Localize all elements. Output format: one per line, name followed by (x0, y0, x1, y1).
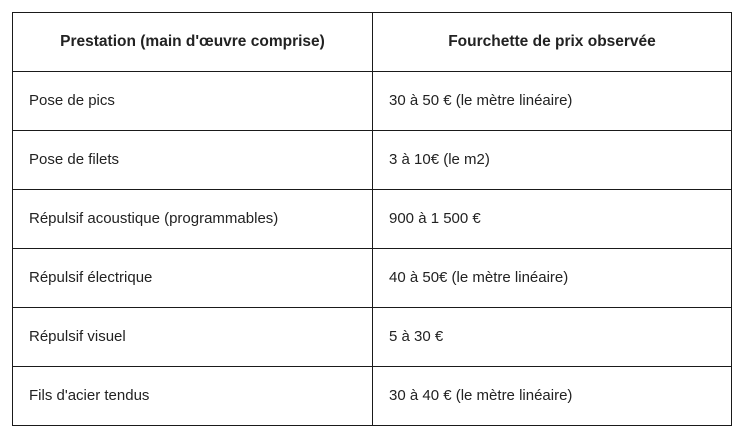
header-service: Prestation (main d'œuvre comprise) (13, 13, 373, 72)
cell-service: Fils d'acier tendus (13, 367, 373, 426)
cell-service: Pose de pics (13, 72, 373, 131)
cell-service: Répulsif acoustique (programmables) (13, 190, 373, 249)
table-row (13, 190, 732, 249)
table-row (13, 249, 732, 308)
price-table (12, 12, 732, 426)
cell-price: 40 à 50€ (le mètre linéaire) (373, 249, 732, 308)
table-row (13, 367, 732, 426)
cell-price: 30 à 50 € (le mètre linéaire) (373, 72, 732, 131)
table-body (13, 72, 732, 426)
cell-price: 5 à 30 € (373, 308, 732, 367)
table-row (13, 72, 732, 131)
cell-service: Pose de filets (13, 131, 373, 190)
table-row (13, 308, 732, 367)
header-price-range: Fourchette de prix observée (373, 13, 732, 72)
header-row (13, 13, 732, 72)
cell-service: Répulsif électrique (13, 249, 373, 308)
cell-price: 3 à 10€ (le m2) (373, 131, 732, 190)
table-row (13, 131, 732, 190)
cell-price: 30 à 40 € (le mètre linéaire) (373, 367, 732, 426)
cell-price: 900 à 1 500 € (373, 190, 732, 249)
cell-service: Répulsif visuel (13, 308, 373, 367)
table-header (13, 13, 732, 72)
